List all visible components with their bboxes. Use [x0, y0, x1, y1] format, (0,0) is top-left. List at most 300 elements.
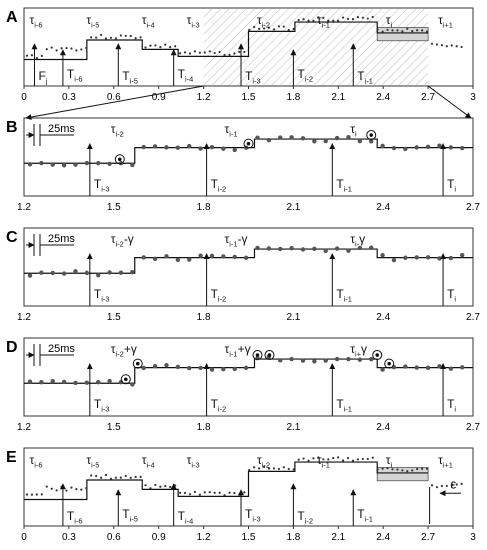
sample-dot	[228, 492, 230, 494]
sample-dot	[273, 467, 275, 469]
tick-label: 2.1	[331, 92, 346, 103]
sample-dot	[139, 476, 141, 478]
sample-dot	[288, 468, 290, 470]
sample-dot	[415, 145, 419, 149]
highlight-dot	[268, 353, 272, 357]
sample-dot	[332, 457, 334, 459]
sample-dot	[130, 382, 134, 386]
sample-dot	[219, 492, 221, 494]
sample-dot	[392, 146, 396, 150]
panel-frame	[24, 118, 473, 196]
sample-dot	[110, 37, 112, 39]
sample-dot	[244, 366, 248, 370]
sample-dot	[62, 380, 66, 384]
sample-dot	[456, 45, 458, 47]
sample-dot	[401, 469, 403, 471]
sample-dot	[362, 17, 364, 19]
tick-label: 2.7	[421, 92, 436, 103]
sample-dot	[62, 271, 66, 275]
sample-dot	[278, 135, 282, 139]
sample-dot	[39, 380, 43, 384]
sample-dot	[51, 162, 55, 166]
highlight-dot	[124, 377, 128, 381]
sample-dot	[403, 364, 407, 368]
sample-dot	[301, 358, 305, 362]
step-line	[24, 249, 473, 273]
scale-label: 25ms	[48, 233, 75, 245]
sample-dot	[153, 257, 157, 261]
marker-label: $T_{i-4}$	[177, 509, 194, 526]
tick-label: 2.1	[286, 422, 301, 433]
sample-dot	[221, 146, 225, 150]
sample-dot	[65, 489, 67, 491]
level-label: $\tau_{i-1}$	[316, 13, 330, 30]
sample-dot	[142, 255, 146, 259]
sample-dot	[298, 19, 300, 21]
sample-dot	[95, 475, 97, 477]
sample-dot	[380, 367, 384, 371]
marker-label: $T_{i-2}$	[210, 177, 227, 194]
sample-dot	[312, 359, 316, 363]
sample-dot	[426, 366, 430, 370]
sample-dot	[100, 477, 102, 479]
sample-dot	[65, 47, 67, 49]
sample-dot	[199, 52, 201, 54]
sample-dot	[174, 484, 176, 486]
tick-label: 2.1	[286, 202, 301, 213]
sample-dot	[219, 51, 221, 53]
tick-label: 1.8	[196, 202, 211, 213]
sample-dot	[436, 486, 438, 488]
sample-dot	[130, 477, 132, 479]
sample-dot	[164, 44, 166, 46]
tick-label: 2.4	[376, 92, 391, 103]
sample-dot	[449, 145, 453, 149]
tick-label: 0.3	[61, 92, 76, 103]
sample-dot	[253, 26, 255, 28]
highlight-dot	[387, 362, 391, 366]
sample-dot	[60, 47, 62, 49]
sample-dot	[194, 491, 196, 493]
sample-dot	[342, 16, 344, 18]
panel-letter: D	[6, 339, 18, 356]
level-label: $\tau_{i-1}+\gamma$	[224, 342, 251, 359]
sample-dot	[335, 357, 339, 361]
sample-dot	[210, 145, 214, 149]
scale-label: 25ms	[48, 343, 75, 355]
tick-label: 0	[21, 532, 27, 543]
sample-dot	[288, 29, 290, 31]
sample-dot	[159, 46, 161, 48]
sample-dot	[307, 460, 309, 462]
level-label: $\tau_i$	[350, 122, 357, 139]
sample-dot	[382, 468, 384, 470]
sample-dot	[194, 50, 196, 52]
level-label: $\tau_{i-1}$	[316, 453, 330, 470]
marker-label: $T_{i-3}$	[93, 287, 110, 304]
marker-label: $T_{i-1}$	[357, 69, 373, 86]
tick-label: 1.2	[17, 312, 31, 323]
step-line	[46, 462, 428, 499]
sample-dot	[105, 37, 107, 39]
sample-dot	[164, 145, 168, 149]
highlight-dot	[136, 362, 140, 366]
sample-dot	[139, 36, 141, 38]
sample-dot	[223, 494, 225, 496]
sample-dot	[135, 37, 137, 39]
tick-label: 1.8	[286, 92, 301, 103]
sample-dot	[120, 477, 122, 479]
sample-dot	[144, 484, 146, 486]
sample-dot	[289, 246, 293, 250]
level-label: $\tau_{i+}\gamma$	[350, 342, 368, 359]
sample-dot	[278, 358, 282, 362]
sample-dot	[437, 364, 441, 368]
level-label: $\tau_i$	[385, 13, 393, 30]
sample-dot	[449, 366, 453, 370]
sample-dot	[144, 46, 146, 48]
sample-dot	[243, 51, 245, 53]
sample-dot	[198, 254, 202, 258]
sample-dot	[289, 357, 293, 361]
sample-dot	[248, 29, 250, 31]
sample-dot	[189, 52, 191, 54]
marker-label: $T_{i-6}$	[66, 67, 83, 84]
sample-dot	[176, 145, 180, 149]
sample-dot	[401, 30, 403, 32]
sample-dot	[357, 458, 359, 460]
sample-dot	[56, 49, 58, 51]
sample-dot	[221, 254, 225, 258]
sample-dot	[421, 29, 423, 31]
tick-label: 1.2	[17, 422, 31, 433]
marker-label: $T_{i-3}$	[245, 69, 261, 86]
sample-dot	[28, 273, 32, 277]
sample-dot	[411, 30, 413, 32]
sample-dot	[451, 44, 453, 46]
sample-dot	[70, 47, 72, 49]
marker-label: $T_i$	[447, 287, 457, 304]
sample-dot	[100, 34, 102, 36]
level-label: $\tau_{i-1}-\gamma$	[224, 232, 248, 249]
highlight-dot	[369, 133, 373, 137]
sample-dot	[372, 457, 374, 459]
sample-dot	[426, 31, 428, 33]
tick-label: 2.7	[466, 422, 480, 433]
sample-dot	[26, 55, 28, 57]
level-label: $\tau_{i-1}$	[224, 122, 238, 139]
sample-dot	[31, 493, 33, 495]
level-label: $\tau_{i+1}$	[438, 453, 453, 470]
sample-dot	[28, 380, 32, 384]
sample-dot	[31, 54, 33, 56]
sample-dot	[85, 47, 87, 49]
epsilon-label: ε	[450, 476, 457, 492]
sample-dot	[335, 246, 339, 250]
sample-dot	[90, 36, 92, 38]
marker-label: $T_{i-4}$	[177, 67, 194, 84]
sample-dot	[96, 161, 100, 165]
sample-dot	[154, 44, 156, 46]
sample-dot	[221, 367, 225, 371]
sample-dot	[85, 487, 87, 489]
prediction-box	[377, 28, 428, 41]
level-label: $\tau_{i-2}$	[110, 122, 124, 139]
level-label: $\tau_{i-2}-\gamma$	[110, 232, 134, 249]
sample-dot	[153, 364, 157, 368]
panel-letter: A	[6, 9, 18, 26]
sample-dot	[184, 51, 186, 53]
tick-label: 0.9	[151, 532, 166, 543]
sample-dot	[382, 31, 384, 33]
tick-label: 1.5	[106, 312, 121, 323]
sample-dot	[426, 468, 428, 470]
tick-label: 1.8	[196, 422, 211, 433]
sample-dot	[416, 29, 418, 31]
sample-dot	[228, 54, 230, 56]
sample-dot	[75, 488, 77, 490]
marker-label: $T_{i-3}$	[93, 177, 110, 194]
sample-dot	[396, 29, 398, 31]
tick-label: 1.5	[106, 422, 121, 433]
sample-dot	[41, 55, 43, 57]
sample-dot	[362, 458, 364, 460]
sample-dot	[119, 270, 123, 274]
sample-dot	[244, 256, 248, 260]
tick-label: 1.8	[286, 532, 301, 543]
sample-dot	[312, 247, 316, 251]
sample-dot	[73, 381, 77, 385]
sample-dot	[80, 48, 82, 50]
sample-dot	[90, 474, 92, 476]
level-label: $\tau_{i-2}+\gamma$	[110, 342, 137, 359]
level-label: $\tau_{i-5}$	[86, 453, 100, 470]
sample-dot	[460, 365, 464, 369]
sample-dot	[386, 467, 388, 469]
sample-dot	[130, 35, 132, 37]
sample-dot	[142, 366, 146, 370]
marker-label: $T_{i-6}$	[66, 509, 83, 526]
sample-dot	[85, 161, 89, 165]
sample-dot	[357, 16, 359, 18]
sample-dot	[149, 487, 151, 489]
sample-dot	[233, 255, 237, 259]
marker-label: $T_{i-1}$	[336, 397, 352, 414]
highlight-dot	[256, 353, 260, 357]
sample-dot	[96, 273, 100, 277]
sample-dot	[431, 43, 433, 45]
sample-dot	[70, 486, 72, 488]
sample-dot	[367, 458, 369, 460]
sample-dot	[302, 18, 304, 20]
sample-dot	[26, 493, 28, 495]
sample-dot	[153, 144, 157, 148]
sample-dot	[199, 494, 201, 496]
panel-c	[6, 228, 480, 323]
tick-label: 2.4	[376, 532, 391, 543]
sample-dot	[125, 35, 127, 37]
sample-dot	[337, 456, 339, 458]
sample-dot	[243, 491, 245, 493]
panel-letter: E	[6, 449, 17, 466]
marker-label: $T_{i-2}$	[210, 287, 227, 304]
sample-dot	[436, 43, 438, 45]
sample-dot	[189, 493, 191, 495]
sample-dot	[149, 45, 151, 47]
sample-dot	[248, 469, 250, 471]
sample-dot	[386, 29, 388, 31]
sample-dot	[302, 457, 304, 459]
zoom-connector-left	[26, 86, 204, 118]
panel-a	[6, 8, 476, 103]
tick-label: 1.5	[241, 92, 256, 103]
sample-dot	[460, 146, 464, 150]
sample-dot	[278, 25, 280, 27]
sample-dot	[411, 469, 413, 471]
sample-dot	[391, 29, 393, 31]
sample-dot	[125, 475, 127, 477]
sample-dot	[36, 493, 38, 495]
sample-dot	[278, 247, 282, 251]
tick-label: 2.4	[376, 422, 391, 433]
sample-dot	[198, 366, 202, 370]
level-label: $\tau_i$	[385, 453, 393, 470]
sample-dot	[403, 147, 407, 151]
sample-dot	[324, 358, 328, 362]
sample-dot	[75, 49, 77, 51]
marker-label: $T_{i-2}$	[210, 397, 227, 414]
tick-label: 2.7	[466, 202, 480, 213]
marker-label: $T_{i-1}$	[336, 287, 352, 304]
marker-label: $T_i$	[447, 397, 457, 414]
marker-label: $T_{i-5}$	[122, 507, 138, 524]
panel-letter: C	[6, 229, 18, 246]
sample-dot	[223, 54, 225, 56]
sample-dot	[187, 144, 191, 148]
sample-dot	[301, 136, 305, 140]
sample-dot	[347, 18, 349, 20]
sample-dot	[437, 256, 441, 260]
sample-dot	[198, 146, 202, 150]
sample-dot	[80, 489, 82, 491]
marker-label: $T_{i-1}$	[336, 177, 352, 194]
sample-dot	[369, 246, 373, 250]
scale-label: 25ms	[48, 123, 75, 135]
sample-dot	[28, 162, 32, 166]
level-label: $\tau_{i-3}$	[186, 453, 200, 470]
sample-dot	[312, 457, 314, 459]
sample-dot	[204, 51, 206, 53]
sample-dot	[159, 486, 161, 488]
sample-dot	[342, 459, 344, 461]
sample-dot	[41, 493, 43, 495]
marker-label: $T_{i-1}$	[357, 507, 373, 524]
sample-dot	[312, 20, 314, 22]
tick-label: 0	[21, 92, 27, 103]
level-label: $\tau_{i-3}$	[186, 13, 200, 30]
sample-dot	[346, 357, 350, 361]
sample-dot	[209, 491, 211, 493]
sample-dot	[255, 135, 259, 139]
sample-dot	[238, 51, 240, 53]
sample-dot	[209, 50, 211, 52]
sample-dot	[283, 25, 285, 27]
sample-dot	[115, 37, 117, 39]
sample-dot	[415, 255, 419, 259]
sample-dot	[233, 492, 235, 494]
level-label: $\tau_{i-5}$	[86, 13, 100, 30]
level-label: $\tau_{i+1}$	[438, 13, 453, 30]
sample-dot	[324, 249, 328, 253]
sample-dot	[415, 365, 419, 369]
tick-label: 1.2	[17, 202, 31, 213]
sample-dot	[372, 16, 374, 18]
sample-dot	[46, 48, 48, 50]
sample-dot	[267, 138, 271, 142]
tick-label: 0.3	[61, 532, 76, 543]
sample-dot	[96, 380, 100, 384]
sample-dot	[307, 20, 309, 22]
sample-dot	[322, 17, 324, 19]
tick-label: 0.6	[106, 92, 121, 103]
sample-dot	[51, 46, 53, 48]
sample-dot	[130, 270, 134, 274]
sample-dot	[187, 257, 191, 261]
sample-dot	[164, 363, 168, 367]
sample-dot	[56, 489, 58, 491]
sample-dot	[367, 17, 369, 19]
sample-dot	[164, 254, 168, 258]
sample-dot	[36, 57, 38, 59]
sample-dot	[380, 253, 384, 257]
sample-dot	[233, 52, 235, 54]
panel-frame	[24, 228, 473, 306]
sample-dot	[403, 256, 407, 260]
sample-dot	[107, 162, 111, 166]
sample-dot	[258, 28, 260, 30]
tick-label: 1.8	[196, 312, 211, 323]
sample-dot	[258, 467, 260, 469]
marker-label: $T_{i-3}$	[93, 397, 110, 414]
marker-label: $T_{i-3}$	[245, 507, 261, 524]
panel-d	[6, 338, 480, 433]
sample-dot	[107, 270, 111, 274]
sample-dot	[335, 136, 339, 140]
sample-dot	[154, 484, 156, 486]
sample-dot	[278, 468, 280, 470]
level-label: $\tau_{i-2}$	[256, 453, 270, 470]
sample-dot	[426, 255, 430, 259]
sample-dot	[85, 380, 89, 384]
sample-dot	[289, 135, 293, 139]
sample-dot	[60, 486, 62, 488]
sample-dot	[369, 357, 373, 361]
sample-dot	[337, 20, 339, 22]
tick-label: 2.4	[376, 312, 391, 323]
sample-dot	[204, 491, 206, 493]
sample-dot	[210, 367, 214, 371]
sample-dot	[446, 45, 448, 47]
sample-dot	[406, 28, 408, 30]
sample-dot	[461, 46, 463, 48]
highlight-dot	[375, 353, 379, 357]
sample-dot	[352, 460, 354, 462]
sample-dot	[377, 28, 379, 30]
level-label: $\tau_{i-6}$	[29, 13, 43, 30]
marker-label: $T_{i-5}$	[122, 69, 138, 86]
sample-dot	[176, 258, 180, 262]
tick-label: 1.2	[196, 532, 211, 543]
